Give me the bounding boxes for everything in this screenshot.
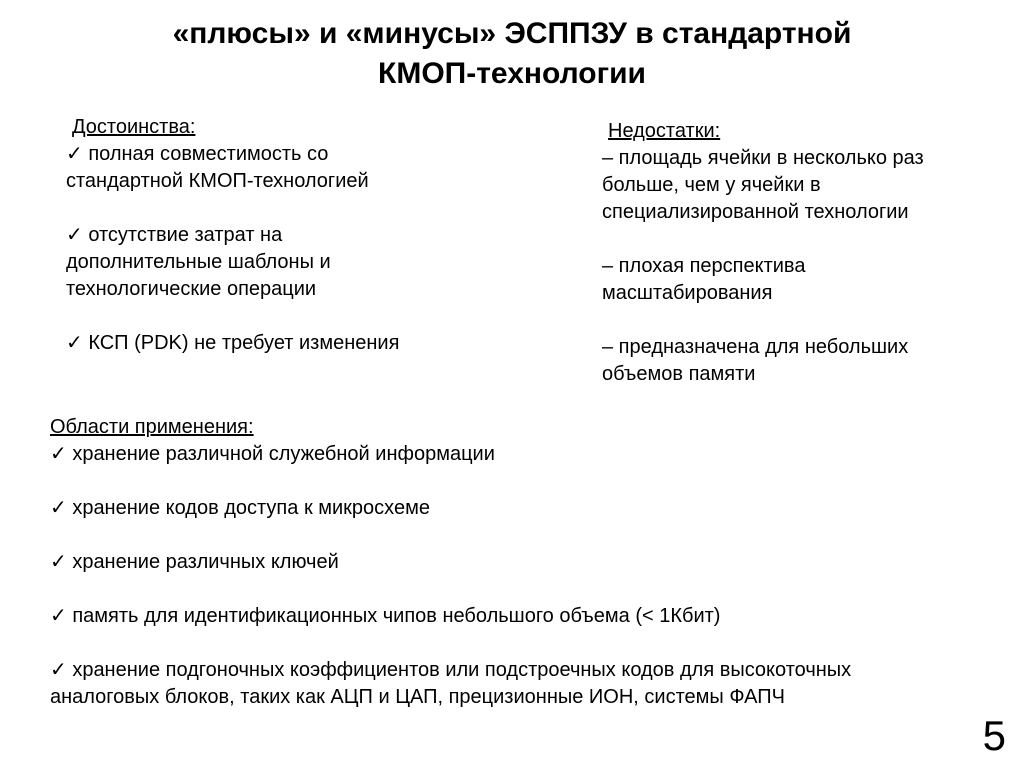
cons-item-line: масштабирования <box>602 282 773 304</box>
cons-item-line: специализированной технологии <box>602 201 909 223</box>
cons-item-line: – площадь ячейки в несколько раз <box>602 147 924 169</box>
slide-title-line-2: КМОП-технологии <box>378 57 646 90</box>
spacer <box>602 226 924 253</box>
applications-item-line: ✓ хранение различной служебной информации <box>50 443 495 465</box>
applications-item <box>50 549 851 576</box>
spacer <box>602 307 924 334</box>
spacer <box>66 303 399 330</box>
spacer <box>50 576 851 603</box>
applications-item <box>50 495 851 522</box>
page-number: 5 <box>982 712 1006 759</box>
pros-item <box>66 330 399 357</box>
slide-title-line-1: «плюсы» и «минусы» ЭСППЗУ в стандартной <box>172 17 852 50</box>
pros-item-line: ✓ КСП (PDK) не требует изменения <box>66 332 400 354</box>
spacer <box>50 522 851 549</box>
applications-item <box>50 657 851 711</box>
applications-item-line: ✓ хранение кодов доступа к микросхеме <box>50 497 430 519</box>
cons-section <box>602 118 924 388</box>
applications-section <box>50 414 851 711</box>
spacer <box>50 468 851 495</box>
pros-item-line: технологические операции <box>66 278 317 300</box>
cons-item-line: – предназначена для небольших <box>602 336 909 358</box>
pros-item-line: стандартной КМОП-технологией <box>66 170 369 192</box>
applications-item-line: ✓ хранение подгоночных коэффициентов или подстроечных кодов для высокоточных <box>50 659 852 681</box>
spacer <box>50 630 851 657</box>
cons-item <box>602 334 924 388</box>
cons-heading: Недостатки: <box>608 120 721 142</box>
spacer <box>66 195 399 222</box>
cons-item-line: больше, чем у ячейки в <box>602 174 821 196</box>
pros-item <box>66 141 399 195</box>
cons-item-line: – плохая перспектива <box>602 255 806 277</box>
cons-item <box>602 145 924 226</box>
pros-item <box>66 222 399 303</box>
applications-item <box>50 441 851 468</box>
cons-item <box>602 253 924 307</box>
applications-item-line: ✓ хранение различных ключей <box>50 551 339 573</box>
applications-item-line: аналоговых блоков, таких как АЦП и ЦАП, прецизионные ИОН, системы ФАПЧ <box>50 686 785 708</box>
pros-item-line: дополнительные шаблоны и <box>66 251 331 273</box>
slide-title <box>0 14 1024 94</box>
pros-item-line: ✓ отсутствие затрат на <box>66 224 283 246</box>
applications-heading: Области применения: <box>50 416 254 438</box>
pros-item-line: ✓ полная совместимость со <box>66 143 329 165</box>
applications-item-line: ✓ память для идентификационных чипов небольшого объема (< 1Кбит) <box>50 605 721 627</box>
cons-item-line: объемов памяти <box>602 363 756 385</box>
pros-heading: Достоинства: <box>72 116 196 138</box>
pros-section <box>66 114 399 357</box>
applications-item <box>50 603 851 630</box>
